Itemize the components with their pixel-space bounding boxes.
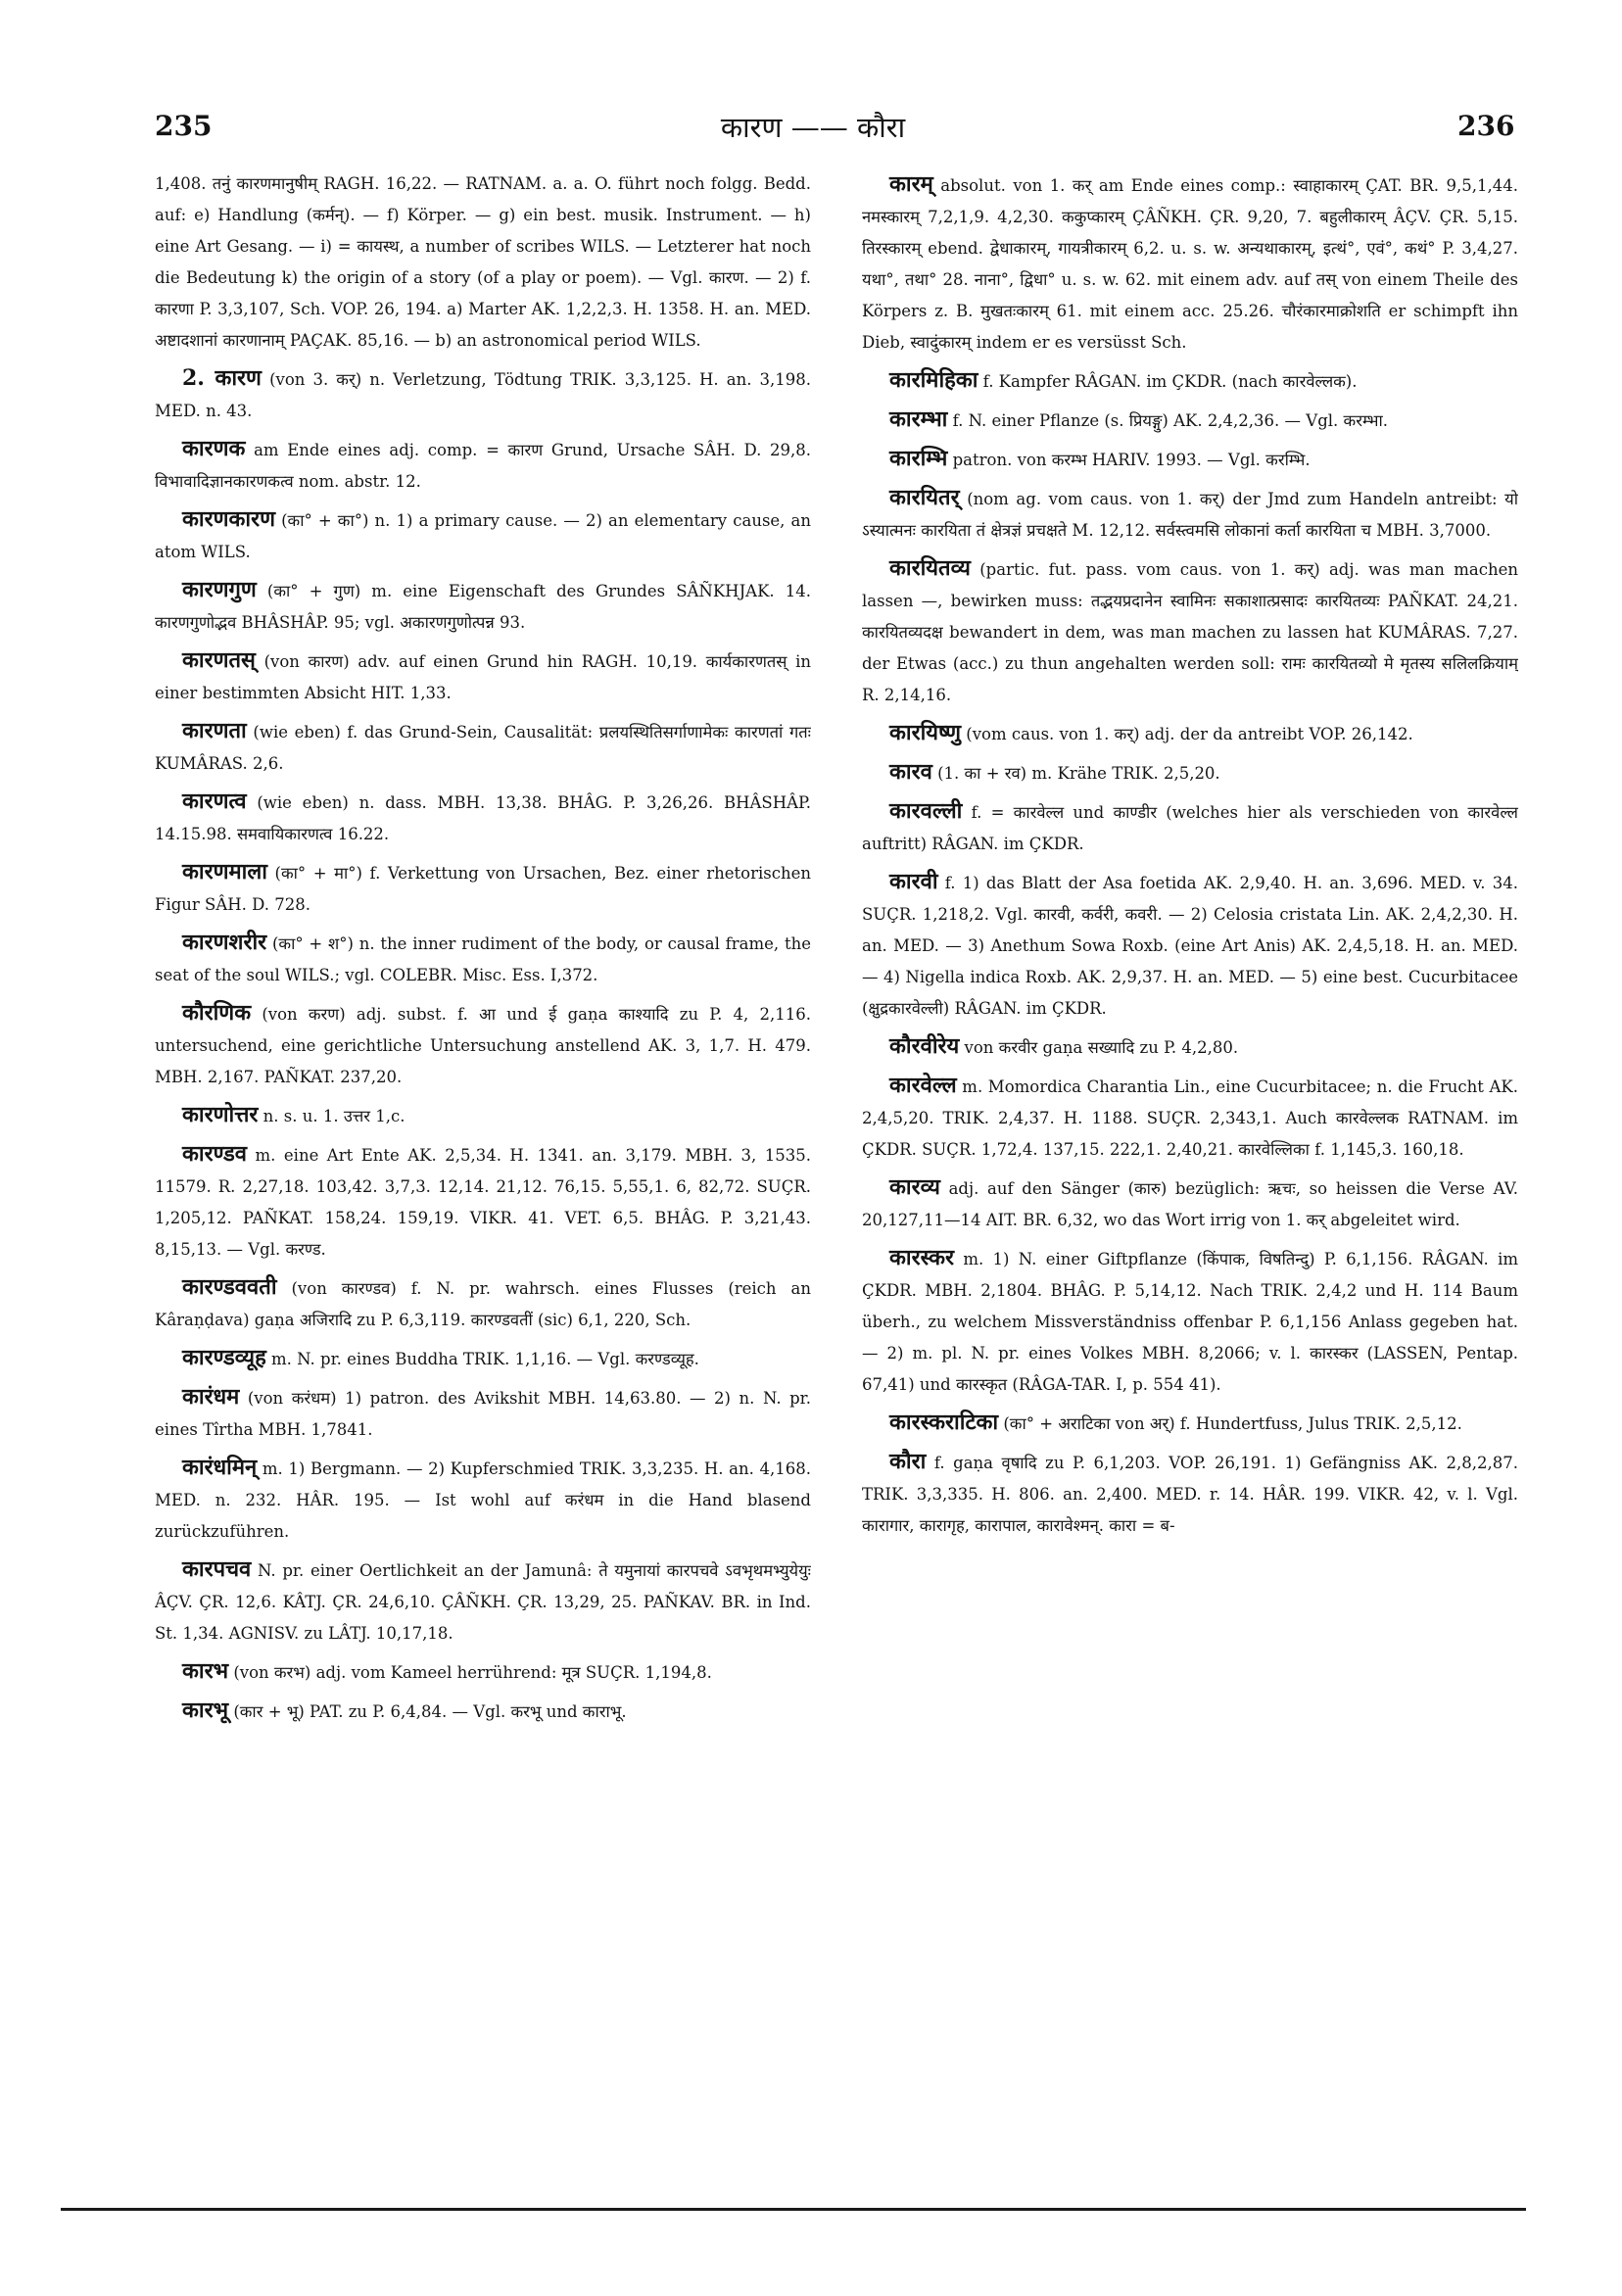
dictionary-entry [155,1452,811,1548]
left-column [155,168,811,2176]
entry-text: m. N. pr. eines Buddha TRIK. 1,1,16. — Vgl. करण्डव्यूह. [271,1350,699,1368]
dictionary-entry [155,1695,811,1728]
entry-headword: कारमिहिका [889,367,978,393]
entry-text: absolut. von 1. कर् am Ende eines comp.: स्वाहाकारम् ÇAT. BR. 9,5,1,44. नमस्कारम् 7,2,1,9. 4,2,30. ककुप्कारम् ÇÂÑKH. ÇR. 9,20, 7. बहुलीकारम् ÂÇV. ÇR. 5,15. तिरस्कारम् ebend. द्वेधाकारम्, गायत्रीकारम् 6,2. u. s. w. अन्यथाकारम्, इत्थं°, एवं°, कथं° P. 3,4,27. यथा°, तथा° 28. नाना°, द्विधा° u. s. w. 62. mit einem adv. auf तस् von einem Theile des Körpers z. B. मुखतःकारम् 61. mit einem acc. 25.26. चौरंकारमाक्रोशति er schimpft ihn Dieb, स्वादुंकारम् indem er es versüsst Sch. [862,176,1518,352]
entry-headword: कारवेल्ल [889,1073,957,1098]
dictionary-entry [155,856,811,921]
entry-headword: कारणशरीर [182,930,267,955]
entry-headword: कारवी [889,869,938,894]
dictionary-entry [155,503,811,568]
page-number-left: 235 [155,110,213,142]
entry-headword: कारण्डव [182,1141,248,1167]
dictionary-entry [155,1655,811,1689]
entry-headword: कारव्य [889,1174,940,1200]
entry-headword: कारयितर् [889,485,960,510]
entry-text: (1. का + रव) m. Krähe TRIK. 2,5,20. [937,764,1220,783]
entry-text: (von करभ) adj. vom Kameel herrührend: मूत्र SUÇR. 1,194,8. [233,1663,712,1682]
dictionary-entry [862,1030,1518,1064]
entry-text: n. s. u. 1. उत्तर 1,c. [262,1107,406,1125]
dictionary-entry [155,433,811,498]
dictionary-entry [862,364,1518,398]
entry-headword: कारयितव्य [889,555,971,581]
dictionary-entry [862,1172,1518,1236]
entry-headword: कारणत्व [182,789,247,814]
entry-headword: कारणोत्तर [182,1102,259,1127]
dictionary-entry [155,1138,811,1266]
entry-text: (von कारण) adv. auf einen Grund hin RAGH. 10,19. कार्यकारणतस् in einer bestimmten Absicht HIT. 1,33. [155,652,811,702]
entry-headword: कारंधमिन् [182,1455,258,1480]
entry-text: adj. auf den Sänger (कारु) bezüglich: ऋचः, so heissen die Verse AV. 20,127,11—14 AIT. BR. 6,32, wo das Wort irrig von 1. कर् abgeleitet wird. [862,1179,1518,1229]
entry-headword: कारम्भा [889,407,948,432]
right-column [862,168,1518,2176]
entry-headword: कारभू [182,1698,229,1723]
entry-headword: कारयिष्णु [889,720,962,745]
entry-headword: 2. कारण [182,365,262,391]
entry-text: m. 1) Bergmann. — 2) Kupferschmied TRIK. 3,3,235. H. an. 4,168. MED. n. 232. HÂR. 195. — Ist wohl auf करंधम in die Hand blasend zurückzuführen. [155,1459,811,1541]
dictionary-entry [155,786,811,850]
entry-text: (nom ag. vom caus. von 1. कर्) der Jmd zum Handeln antreibt: यो ऽस्यात्मनः कारयिता तं क्षेत्रज्ञं प्रचक्षते M. 12,12. सर्वस्त्वमसि लोकानां कर्ता कारयिता च MBH. 3,7000. [862,490,1518,540]
entry-headword: कौरवीरेय [889,1033,960,1059]
entry-headword: कारणकारण [182,506,275,532]
dictionary-entry [155,645,811,709]
entry-headword: कारणक [182,436,246,461]
entry-headword: कारण्डव्यूह [182,1345,266,1370]
entry-text: m. Momordica Charantia Lin., eine Cucurbitacee; n. die Frucht AK. 2,4,5,20. TRIK. 2,4,37. H. 1188. SUÇR. 2,343,1. Auch कारवेल्लक RATNAM. im ÇKDR. SUÇR. 1,72,4. 137,15. 222,1. 2,40,21. कारवेल्लिका f. 1,145,3. 160,18. [862,1077,1518,1159]
entry-text: f. 1) das Blatt der Asa foetida AK. 2,9,40. H. an. 3,696. MED. v. 34. SUÇR. 1,218,2. Vgl. कारवी, कर्वरी, कवरी. — 2) Celosia cristata Lin. AK. 2,4,2,30. H. an. MED. — 3) Anethum Sowa Roxb. (eine Art Anis) AK. 2,4,5,18. H. an. MED. — 4) Nigella indica Roxb. AK. 2,9,37. H. an. MED. — 5) eine best. Cucurbitacee (क्षुद्रकारवेल्ली) RÂGAN. im ÇKDR. [862,874,1518,1018]
entry-text: patron. von करम्भ HARIV. 1993. — Vgl. करम्भि. [952,451,1311,469]
dictionary-entry [862,168,1518,359]
dictionary-entry [862,1446,1518,1542]
dictionary-entry [155,715,811,780]
dictionary-entry [155,362,811,427]
dictionary-entry [862,443,1518,476]
bottom-rule [61,2208,1526,2211]
entry-text: (von करंधम) 1) patron. des Avikshit MBH. 14,63.80. — 2) n. N. pr. eines Tîrtha MBH. 1,7841. [155,1389,811,1439]
entry-headword: कारणतस् [182,647,256,673]
entry-headword: कारस्कर [889,1245,955,1270]
entry-text: von करवीर gaṇa सख्यादि zu P. 4,2,80. [964,1038,1239,1057]
entry-headword: कारवल्ली [889,798,963,824]
dictionary-entry [155,997,811,1093]
entry-headword: कारस्कराटिका [889,1410,999,1435]
entry-headword: कारम्भि [889,446,948,471]
entry-text: f. N. einer Pflanze (s. प्रियङ्गु) AK. 2,4,2,36. — Vgl. करम्भा. [952,411,1389,430]
entry-headword: कारभ [182,1658,229,1684]
entry-headword: कारणता [182,718,247,743]
dictionary-entry [862,482,1518,547]
entry-text: (का° + अराटिका von अर्) f. Hundertfuss, Julus TRIK. 2,5,12. [1003,1414,1462,1433]
dictionary-entry [155,168,811,357]
entry-headword: कौरणिक [182,1000,252,1026]
dictionary-entry [155,1099,811,1132]
entry-text: f. Kampfer RÂGAN. im ÇKDR. (nach कारवेल्लक). [982,372,1358,391]
dictionary-entry [862,866,1518,1025]
dictionary-entry [862,795,1518,860]
entry-text: (vom caus. von 1. कर्) adj. der da antreibt VOP. 26,142. [966,725,1413,743]
dictionary-entry [155,1342,811,1375]
entry-text: (wie eben) f. das Grund-Sein, Causalität: प्रलयस्थितिसर्गाणामेकः कारणतां गतः KUMÂRAS. 2,6. [155,723,811,773]
dictionary-entry [862,1407,1518,1440]
running-head: कारण —— कौरा [720,111,906,144]
entry-headword: कौरा [889,1449,927,1474]
entry-text: m. eine Art Ente AK. 2,5,34. H. 1341. an. 3,179. MBH. 3, 1535. 11579. R. 2,27,18. 103,42. 3,7,3. 12,14. 21,12. 76,15. 5,55,1. 6, 82,72. SUÇR. 1,205,12. PAÑKAT. 158,24. 159,19. VIKR. 41. VET. 6,5. BHÂG. P. 3,21,43. 8,15,13. — Vgl. करण्ड. [155,1146,811,1259]
entry-headword: कारण्डववती [182,1274,277,1300]
entry-text: f. = कारवेल्ल und काण्डीर (welches hier als verschieden von कारवेल्ल auftritt) RÂGAN. im ÇKDR. [862,803,1518,853]
entry-text: (का° + मा°) f. Verkettung von Ursachen, Bez. einer rhetorischen Figur SÂH. D. 728. [155,864,811,914]
dictionary-entry [155,1554,811,1650]
dictionary-entry [862,1070,1518,1166]
entry-text: 1,408. तनुं कारणमानुषीम् RAGH. 16,22. — RATNAM. a. a. O. führt noch folgg. Bedd. auf: e) Handlung (कर्मन्). — f) Körper. — g) ein best. musik. Instrument. — h) eine Art Gesang. — i) = कायस्थ, a number of scribes WILS. — Letzterer hat noch die Bedeutung k) the origin of a story (of a play or poem). — Vgl. कारण. — 2) f. कारणा P. 3,3,107, Sch. VOP. 26, 194. a) Marter AK. 1,2,2,3. H. 1358. H. an. MED. अष्टादशानां कारणानाम् PAÇAK. 85,16. — b) an astronomical period WILS. [155,174,811,350]
entry-text: am Ende eines adj. comp. = कारण Grund, Ursache SÂH. D. 29,8. विभावादिज्ञानकारणकत्व nom. abstr. 12. [155,441,811,491]
dictionary-entry [155,574,811,639]
entry-headword: कारपचव [182,1556,252,1582]
dictionary-entry [155,927,811,991]
entry-text: f. gaṇa वृषादि zu P. 6,1,203. VOP. 26,191. 1) Gefängniss AK. 2,8,2,87. TRIK. 3,3,335. H. 806. an. 2,400. MED. r. 14. HÂR. 199. VIKR. 42, v. l. Vgl. कारागार, कारागृह, कारापाल, कारावेश्मन्. कारा = ब- [862,1454,1518,1535]
dictionary-entry [862,404,1518,437]
entry-headword: कारणमाला [182,859,267,885]
entry-text: (wie eben) n. dass. MBH. 13,38. BHÂG. P. 3,26,26. BHÂSHÂP. 14.15.98. समवायिकारणत्व 16.22. [155,793,811,843]
dictionary-entry [862,552,1518,711]
dictionary-entry [155,1271,811,1336]
entry-headword: कारणगुण [182,577,257,602]
entry-headword: कारम् [889,171,933,197]
dictionary-entry [862,756,1518,789]
entry-text: m. 1) N. einer Giftpflanze (किंपाक, विषतिन्दु) P. 6,1,156. RÂGAN. im ÇKDR. MBH. 2,1804. BHÂG. P. 5,14,12. Nach TRIK. 2,4,2 und H. 114 Baum überh., zu welchem Missverständniss offenbar P. 6,1,156 Anlass gegeben hat. — 2) m. pl. N. pr. eines Volkes MBH. 8,2066; v. l. कारस्कर (LASSEN, Pentap. 67,41) und कारस्कृत (RÂGA-TAR. I, p. 554 41). [862,1250,1518,1394]
entry-text: (von 3. कर्) n. Verletzung, Tödtung TRIK. 3,3,125. H. an. 3,198. MED. n. 43. [155,370,811,420]
entry-text: (कार + भू) PAT. zu P. 6,4,84. — Vgl. करभू und काराभू. [233,1702,627,1721]
entry-text: (का° + का°) n. 1) a primary cause. — 2) an elementary cause, an atom WILS. [155,511,811,561]
entry-text: (von करण) adj. subst. f. आ und ई gaṇa काश्यादि zu P. 4, 2,116. untersuchend, eine gerichtliche Untersuchung anstellend AK. 3, 1,7. H. 479. MBH. 2,167. PAÑKAT. 237,20. [155,1005,811,1086]
entry-headword: कारंधम [182,1384,240,1410]
entry-text: (का° + श°) n. the inner rudiment of the body, or causal frame, the seat of the soul WILS.; vgl. COLEBR. Misc. Ess. I,372. [155,934,811,984]
entry-text: (partic. fut. pass. vom caus. von 1. कर्) adj. was man machen lassen —, bewirken muss: तद्भयप्रदानेन स्वामिनः सकाशात्प्रसादः कारयितव्यः PAÑKAT. 24,21. कारयितव्यदक्ष bewandert in dem, was man machen zu lassen hat KUMÂRAS. 7,27. der Etwas (acc.) zu thun angehalten werden soll: रामः कारयितव्यो मे मृतस्य सलिलक्रियाम् R. 2,14,16. [862,560,1518,704]
dictionary-entry [155,1381,811,1446]
entry-text: N. pr. einer Oertlichkeit an der Jamunâ: ते यमुनायां कारपचवे ऽवभृथमभ्युयेयुः ÂÇV. ÇR. 12,6. KÂTJ. ÇR. 24,6,10. ÇÂÑKH. ÇR. 13,29, 25. PAÑKAV. BR. in Ind. St. 1,34. AGNISV. zu LÂTJ. 10,17,18. [155,1561,811,1643]
dictionary-entry [862,717,1518,750]
entry-headword: कारव [889,759,932,785]
entry-text: (का° + गुण) m. eine Eigenschaft des Grundes SÂÑKHJAK. 14. कारणगुणोद्भव BHÂSHÂP. 95; vgl. अकारणगुणोत्पन्न 93. [155,582,811,632]
entry-text: (von कारण्डव) f. N. pr. wahrsch. eines Flusses (reich an Kâraṇḍava) gaṇa अजिरादि zu P. 6,3,119. कारण्डवतीं (sic) 6,1, 220, Sch. [155,1279,811,1329]
page-number-right: 236 [1457,110,1515,142]
dictionary-entry [862,1242,1518,1401]
